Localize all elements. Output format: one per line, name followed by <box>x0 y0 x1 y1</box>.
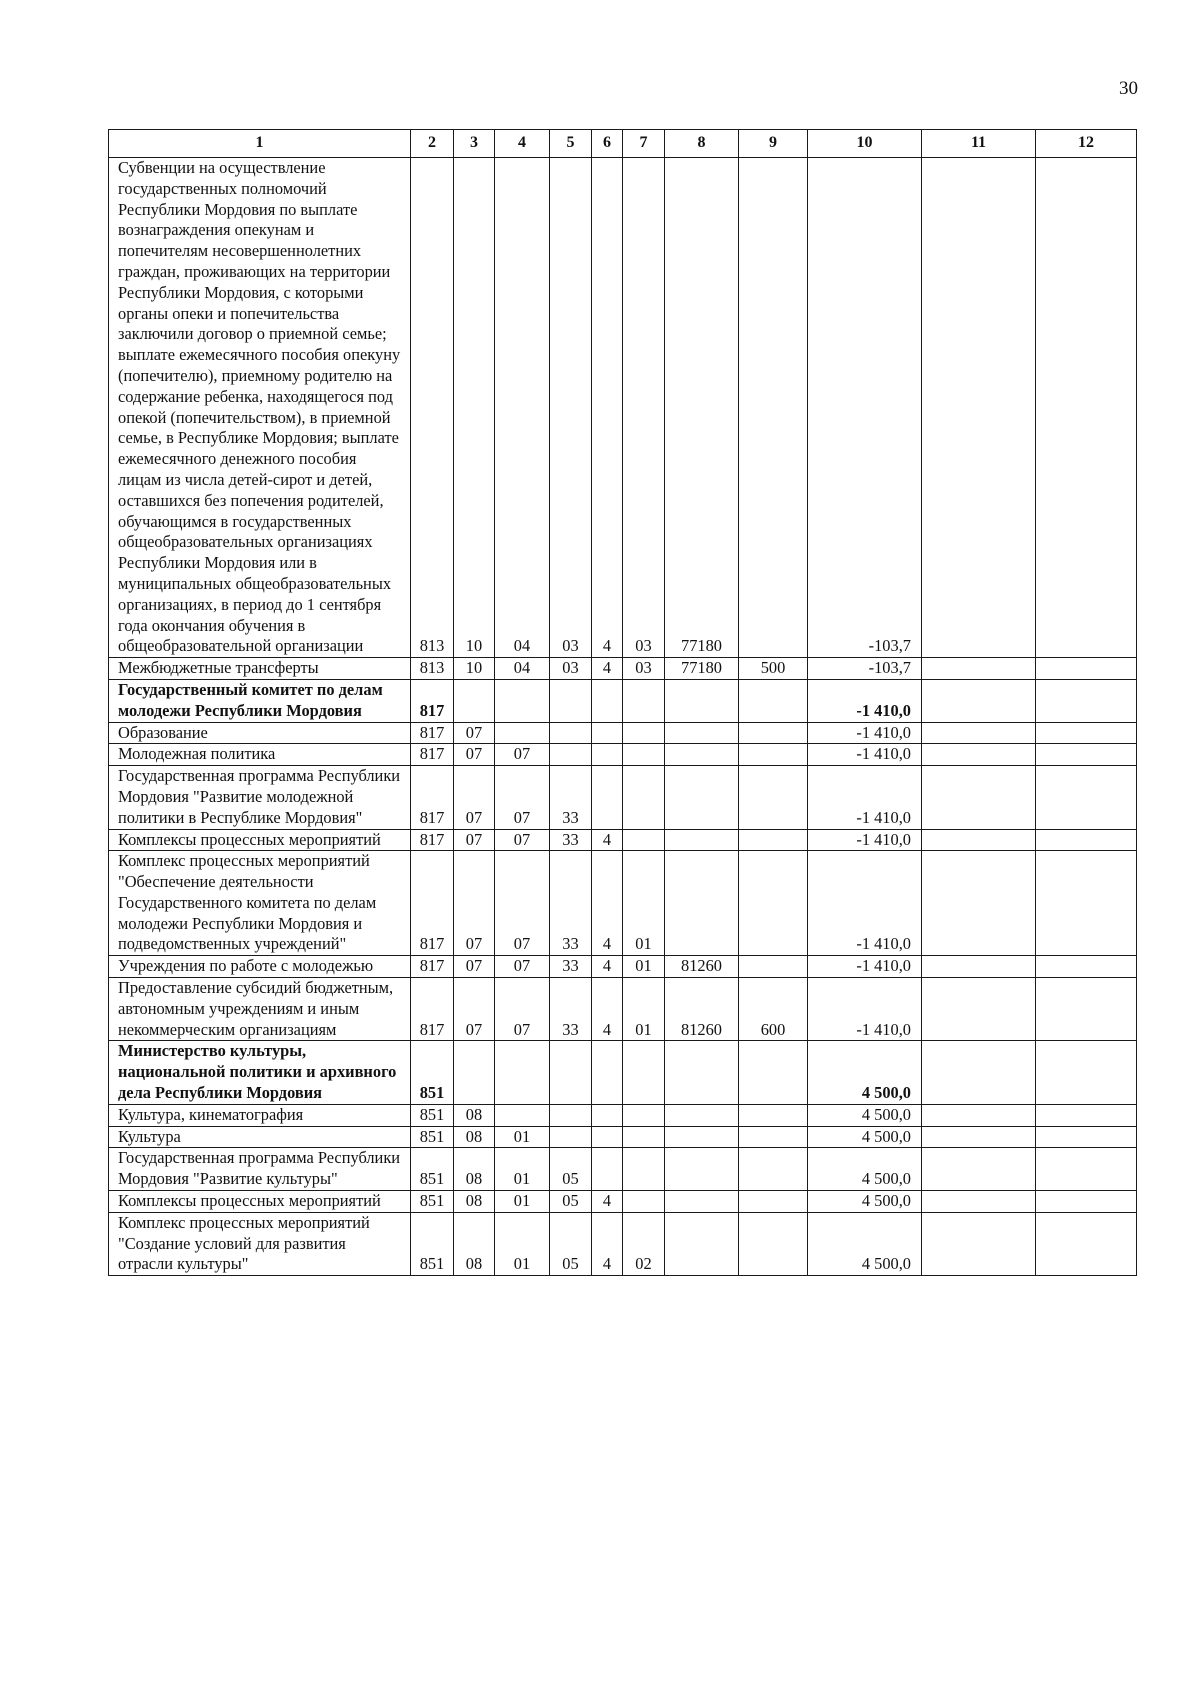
row-cell-col-6 <box>592 1104 623 1126</box>
row-cell-col-5: 33 <box>550 851 592 956</box>
column-header-10: 10 <box>808 130 922 158</box>
row-cell-col-2: 817 <box>411 829 454 851</box>
row-cell-col-9 <box>739 1191 808 1213</box>
row-name-cell: Культура <box>109 1126 411 1148</box>
row-cell-col-7: 03 <box>623 158 665 658</box>
row-name-cell: Комплексы процессных мероприятий <box>109 1191 411 1213</box>
row-cell-col-4: 01 <box>495 1212 550 1275</box>
row-cell-col-7 <box>623 744 665 766</box>
row-cell-col-3: 08 <box>454 1148 495 1191</box>
row-cell-col-5: 33 <box>550 829 592 851</box>
table-row <box>109 1191 1137 1213</box>
row-cell-col-3: 07 <box>454 956 495 978</box>
table-row <box>109 722 1137 744</box>
row-cell-col-6 <box>592 1041 623 1104</box>
row-cell-col-8 <box>665 722 739 744</box>
row-name-cell: Комплекс процессных мероприятий "Обеспечение деятельности Государственного комитета по делам молодежи Республики Мордовия и подведомственных учреждений" <box>109 851 411 956</box>
row-name-cell: Культура, кинематография <box>109 1104 411 1126</box>
row-cell-col-3: 07 <box>454 978 495 1041</box>
row-cell-col-4: 07 <box>495 956 550 978</box>
row-cell-col-10: 4 500,0 <box>808 1212 922 1275</box>
row-cell-col-5: 33 <box>550 978 592 1041</box>
row-cell-col-8 <box>665 851 739 956</box>
row-cell-col-10: 4 500,0 <box>808 1041 922 1104</box>
row-cell-col-7 <box>623 829 665 851</box>
column-header-8: 8 <box>665 130 739 158</box>
row-name-cell: Государственная программа Республики Мордовия "Развитие культуры" <box>109 1148 411 1191</box>
row-cell-col-8 <box>665 766 739 829</box>
row-cell-col-5: 05 <box>550 1212 592 1275</box>
row-cell-col-6: 4 <box>592 158 623 658</box>
row-cell-col-10: -1 410,0 <box>808 978 922 1041</box>
column-header-2: 2 <box>411 130 454 158</box>
row-cell-col-3: 07 <box>454 851 495 956</box>
row-cell-col-11 <box>922 744 1036 766</box>
row-name-cell: Межбюджетные трансферты <box>109 658 411 680</box>
row-cell-col-8: 81260 <box>665 978 739 1041</box>
row-cell-col-12 <box>1036 1212 1137 1275</box>
row-cell-col-12 <box>1036 851 1137 956</box>
row-cell-col-11 <box>922 722 1036 744</box>
table-row <box>109 679 1137 722</box>
row-cell-col-6: 4 <box>592 956 623 978</box>
row-cell-col-4: 07 <box>495 829 550 851</box>
row-cell-col-4: 07 <box>495 978 550 1041</box>
row-cell-col-2: 817 <box>411 744 454 766</box>
row-cell-col-9 <box>739 1041 808 1104</box>
row-cell-col-12 <box>1036 978 1137 1041</box>
row-cell-col-10: 4 500,0 <box>808 1148 922 1191</box>
row-cell-col-11 <box>922 1126 1036 1148</box>
row-cell-col-12 <box>1036 1041 1137 1104</box>
row-cell-col-6 <box>592 766 623 829</box>
row-cell-col-2: 851 <box>411 1104 454 1126</box>
row-cell-col-10: -103,7 <box>808 158 922 658</box>
row-cell-col-2: 817 <box>411 851 454 956</box>
row-cell-col-11 <box>922 766 1036 829</box>
row-cell-col-4 <box>495 722 550 744</box>
row-cell-col-3: 10 <box>454 658 495 680</box>
row-cell-col-7 <box>623 1148 665 1191</box>
column-header-9: 9 <box>739 130 808 158</box>
row-cell-col-12 <box>1036 679 1137 722</box>
row-cell-col-5: 33 <box>550 956 592 978</box>
row-cell-col-8 <box>665 829 739 851</box>
row-cell-col-7 <box>623 766 665 829</box>
row-cell-col-8 <box>665 1191 739 1213</box>
row-name-cell: Министерство культуры, национальной политики и архивного дела Республики Мордовия <box>109 1041 411 1104</box>
row-cell-col-3 <box>454 1041 495 1104</box>
row-cell-col-10: 4 500,0 <box>808 1191 922 1213</box>
row-cell-col-9 <box>739 1126 808 1148</box>
row-cell-col-4: 04 <box>495 158 550 658</box>
row-cell-col-8 <box>665 679 739 722</box>
row-cell-col-2: 851 <box>411 1126 454 1148</box>
row-cell-col-3: 07 <box>454 766 495 829</box>
table-row <box>109 158 1137 658</box>
row-cell-col-4: 07 <box>495 744 550 766</box>
row-name-cell: Молодежная политика <box>109 744 411 766</box>
row-cell-col-5 <box>550 744 592 766</box>
column-header-11: 11 <box>922 130 1036 158</box>
column-header-1: 1 <box>109 130 411 158</box>
row-cell-col-10: -1 410,0 <box>808 679 922 722</box>
row-name-cell: Государственный комитет по делам молодежи Республики Мордовия <box>109 679 411 722</box>
row-cell-col-10: -1 410,0 <box>808 851 922 956</box>
row-cell-col-10: 4 500,0 <box>808 1104 922 1126</box>
row-cell-col-2: 817 <box>411 956 454 978</box>
row-cell-col-12 <box>1036 956 1137 978</box>
row-cell-col-6: 4 <box>592 1191 623 1213</box>
row-cell-col-4 <box>495 679 550 722</box>
row-cell-col-7: 01 <box>623 851 665 956</box>
column-header-12: 12 <box>1036 130 1137 158</box>
row-cell-col-5 <box>550 1104 592 1126</box>
row-cell-col-7 <box>623 1191 665 1213</box>
column-header-3: 3 <box>454 130 495 158</box>
table-row <box>109 1148 1137 1191</box>
row-cell-col-8: 77180 <box>665 158 739 658</box>
budget-table <box>108 129 1137 1276</box>
row-cell-col-12 <box>1036 722 1137 744</box>
row-cell-col-11 <box>922 1104 1036 1126</box>
row-cell-col-9: 600 <box>739 978 808 1041</box>
row-cell-col-2: 813 <box>411 158 454 658</box>
row-cell-col-12 <box>1036 1191 1137 1213</box>
table-row <box>109 978 1137 1041</box>
table-row <box>109 658 1137 680</box>
row-cell-col-12 <box>1036 1126 1137 1148</box>
row-cell-col-5 <box>550 1126 592 1148</box>
row-cell-col-7: 03 <box>623 658 665 680</box>
table-row <box>109 851 1137 956</box>
column-header-5: 5 <box>550 130 592 158</box>
row-cell-col-2: 851 <box>411 1212 454 1275</box>
table-row <box>109 744 1137 766</box>
row-cell-col-9 <box>739 1148 808 1191</box>
table-row <box>109 1212 1137 1275</box>
row-cell-col-12 <box>1036 766 1137 829</box>
row-cell-col-2: 813 <box>411 658 454 680</box>
row-cell-col-12 <box>1036 1104 1137 1126</box>
row-cell-col-12 <box>1036 658 1137 680</box>
row-cell-col-7 <box>623 1104 665 1126</box>
row-cell-col-4: 04 <box>495 658 550 680</box>
row-cell-col-11 <box>922 851 1036 956</box>
row-cell-col-3: 08 <box>454 1191 495 1213</box>
table-row <box>109 829 1137 851</box>
row-cell-col-5 <box>550 722 592 744</box>
row-cell-col-2: 851 <box>411 1191 454 1213</box>
row-cell-col-7: 01 <box>623 978 665 1041</box>
table-row <box>109 1104 1137 1126</box>
row-cell-col-8: 77180 <box>665 658 739 680</box>
row-cell-col-6: 4 <box>592 1212 623 1275</box>
row-name-cell: Учреждения по работе с молодежью <box>109 956 411 978</box>
row-cell-col-2: 851 <box>411 1148 454 1191</box>
row-cell-col-4 <box>495 1041 550 1104</box>
row-cell-col-11 <box>922 658 1036 680</box>
row-cell-col-4: 01 <box>495 1148 550 1191</box>
row-cell-col-9 <box>739 679 808 722</box>
row-cell-col-11 <box>922 1212 1036 1275</box>
row-cell-col-3: 10 <box>454 158 495 658</box>
row-cell-col-9 <box>739 1212 808 1275</box>
table-header-row <box>109 130 1137 158</box>
row-cell-col-3: 07 <box>454 744 495 766</box>
row-cell-col-8 <box>665 1126 739 1148</box>
row-cell-col-7 <box>623 679 665 722</box>
row-cell-col-6: 4 <box>592 978 623 1041</box>
row-cell-col-6 <box>592 679 623 722</box>
table-row <box>109 1126 1137 1148</box>
row-cell-col-12 <box>1036 1148 1137 1191</box>
row-cell-col-6: 4 <box>592 829 623 851</box>
table-row <box>109 1041 1137 1104</box>
row-cell-col-6: 4 <box>592 658 623 680</box>
row-cell-col-10: 4 500,0 <box>808 1126 922 1148</box>
page-number: 30 <box>1119 78 1138 99</box>
row-cell-col-4: 01 <box>495 1191 550 1213</box>
row-cell-col-5: 05 <box>550 1191 592 1213</box>
row-cell-col-4: 07 <box>495 766 550 829</box>
row-cell-col-9 <box>739 158 808 658</box>
row-cell-col-4: 01 <box>495 1126 550 1148</box>
row-cell-col-6: 4 <box>592 851 623 956</box>
column-header-6: 6 <box>592 130 623 158</box>
row-cell-col-3: 08 <box>454 1126 495 1148</box>
row-cell-col-11 <box>922 1191 1036 1213</box>
row-cell-col-5: 03 <box>550 658 592 680</box>
row-cell-col-5: 05 <box>550 1148 592 1191</box>
row-cell-col-10: -1 410,0 <box>808 722 922 744</box>
row-cell-col-2: 851 <box>411 1041 454 1104</box>
row-name-cell: Комплекс процессных мероприятий "Создание условий для развития отрасли культуры" <box>109 1212 411 1275</box>
row-cell-col-6 <box>592 1148 623 1191</box>
row-cell-col-5 <box>550 679 592 722</box>
row-cell-col-6 <box>592 744 623 766</box>
row-cell-col-11 <box>922 956 1036 978</box>
row-cell-col-9 <box>739 744 808 766</box>
row-cell-col-8 <box>665 1212 739 1275</box>
row-cell-col-7 <box>623 722 665 744</box>
table-row <box>109 956 1137 978</box>
row-cell-col-7: 01 <box>623 956 665 978</box>
row-cell-col-9 <box>739 956 808 978</box>
row-cell-col-10: -1 410,0 <box>808 829 922 851</box>
row-cell-col-5: 03 <box>550 158 592 658</box>
row-cell-col-12 <box>1036 744 1137 766</box>
row-name-cell: Комплексы процессных мероприятий <box>109 829 411 851</box>
row-cell-col-9 <box>739 766 808 829</box>
row-cell-col-11 <box>922 1041 1036 1104</box>
row-cell-col-10: -103,7 <box>808 658 922 680</box>
row-cell-col-8 <box>665 1104 739 1126</box>
row-cell-col-8: 81260 <box>665 956 739 978</box>
row-cell-col-2: 817 <box>411 978 454 1041</box>
row-cell-col-6 <box>592 1126 623 1148</box>
row-cell-col-11 <box>922 158 1036 658</box>
row-cell-col-11 <box>922 978 1036 1041</box>
row-cell-col-9 <box>739 1104 808 1126</box>
row-cell-col-8 <box>665 1148 739 1191</box>
row-cell-col-5 <box>550 1041 592 1104</box>
row-cell-col-10: -1 410,0 <box>808 766 922 829</box>
row-cell-col-7: 02 <box>623 1212 665 1275</box>
column-header-7: 7 <box>623 130 665 158</box>
row-cell-col-10: -1 410,0 <box>808 744 922 766</box>
row-name-cell: Образование <box>109 722 411 744</box>
row-cell-col-4: 07 <box>495 851 550 956</box>
row-cell-col-2: 817 <box>411 679 454 722</box>
row-cell-col-4 <box>495 1104 550 1126</box>
row-cell-col-3: 07 <box>454 829 495 851</box>
row-cell-col-2: 817 <box>411 722 454 744</box>
row-name-cell: Предоставление субсидий бюджетным, автономным учреждениям и иным некоммерческим организациям <box>109 978 411 1041</box>
row-cell-col-11 <box>922 679 1036 722</box>
row-cell-col-9 <box>739 851 808 956</box>
row-cell-col-11 <box>922 1148 1036 1191</box>
row-cell-col-9 <box>739 722 808 744</box>
row-name-cell: Субвенции на осуществление государственных полномочий Республики Мордовия по выплате вознаграждения опекунам и попечителям несовершеннолетних граждан, проживающих на территории Республики Мордовия, с которыми органы опеки и попечительства заключили договор о приемной семье; выплате ежемесячного пособия опекуну (попечителю), приемному родителю на содержание ребенка, находящегося под опекой (попечительством), в приемной семье, в Республике Мордовия; выплате ежемесячного денежного пособия лицам из числа детей-сирот и детей, оставшихся без попечения родителей, обучающимся в государственных общеобразовательных организациях Республики Мордовия или в муниципальных общеобразовательных организациях, в период до 1 сентября года окончания обучения в общеобразовательной организации <box>109 158 411 658</box>
row-cell-col-5: 33 <box>550 766 592 829</box>
table-body <box>109 158 1137 1276</box>
row-cell-col-2: 817 <box>411 766 454 829</box>
row-cell-col-3 <box>454 679 495 722</box>
row-cell-col-3: 08 <box>454 1104 495 1126</box>
row-cell-col-11 <box>922 829 1036 851</box>
row-cell-col-8 <box>665 744 739 766</box>
row-cell-col-12 <box>1036 158 1137 658</box>
row-cell-col-6 <box>592 722 623 744</box>
row-cell-col-10: -1 410,0 <box>808 956 922 978</box>
row-cell-col-9: 500 <box>739 658 808 680</box>
row-name-cell: Государственная программа Республики Мордовия "Развитие молодежной политики в Республике Мордовия" <box>109 766 411 829</box>
row-cell-col-7 <box>623 1126 665 1148</box>
row-cell-col-3: 07 <box>454 722 495 744</box>
row-cell-col-9 <box>739 829 808 851</box>
row-cell-col-3: 08 <box>454 1212 495 1275</box>
row-cell-col-12 <box>1036 829 1137 851</box>
row-cell-col-7 <box>623 1041 665 1104</box>
row-cell-col-8 <box>665 1041 739 1104</box>
column-header-4: 4 <box>495 130 550 158</box>
table-row <box>109 766 1137 829</box>
